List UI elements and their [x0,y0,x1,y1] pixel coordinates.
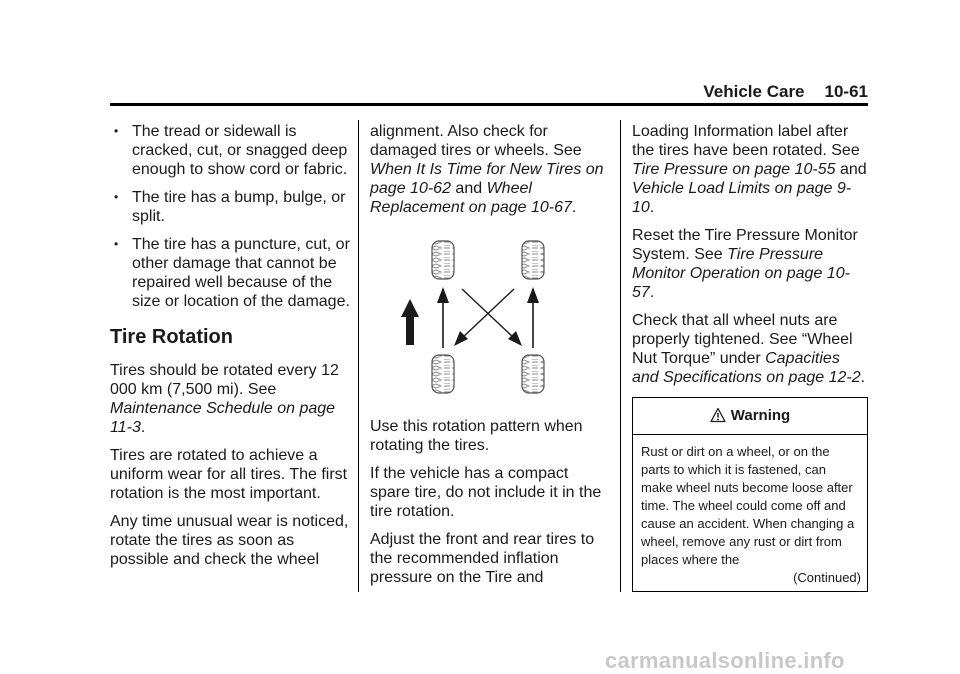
front-left-tire-icon [432,241,454,279]
cross-reference-link[interactable]: Tire Pressure Monitor Operation on page 10-57 [632,246,850,301]
site-watermark: carmanualsonline.info [605,648,845,673]
column-divider [620,120,621,592]
warning-body [633,435,867,591]
column-2 [370,122,610,596]
left-rear-to-front-arrow [437,287,449,348]
cross-reference-link[interactable]: When It Is Time for New Tires on page 10-62 [370,161,604,197]
column-3 [632,122,868,592]
header-rule [110,103,868,106]
paragraph: Tires are rotated to achieve a uniform wear for all tires. The first rotation is the most important. [110,447,348,502]
header-page-number: 10-61 [824,82,868,101]
cross-reference-link[interactable]: Tire Pressure on page 10-55 [632,161,836,178]
front-right-tire-icon [522,241,544,279]
paragraph: alignment. Also check for damaged tires or wheels. See When It Is Time for New Tires on page 10-62 and Wheel Replacement on page 10-67. [370,123,604,216]
bullet-icon: • [114,190,119,204]
warning-box [632,397,868,592]
warning-title: Warning [730,407,791,424]
bullet-icon: • [114,124,119,138]
cross-reference-link[interactable]: Vehicle Load Limits on page 9-10 [632,180,852,216]
paragraph: Loading Information label after the tires have been rotated. See Tire Pressure on page 10-55 and Vehicle Load Limits on page 9-10. [632,123,867,216]
vehicle-front-arrow-icon [401,299,419,345]
paragraph: Adjust the front and rear tires to the recommended inflation pressure on the Tire and [370,531,595,586]
paragraph: Use this rotation pattern when rotating the tires. [370,418,583,454]
continued-label: (Continued) [793,570,861,585]
paragraph: Check that all wheel nuts are properly tightened. See “Wheel Nut Torque” under Capacities and Specifications on page 12-2. [632,312,866,386]
paragraph: Any time unusual wear is noticed, rotate the tires as soon as possible and check the wheel [110,513,349,568]
front-left-to-rear-right-arrow [462,289,522,346]
column-divider [358,120,359,592]
cross-reference-link[interactable]: Wheel Replacement on page 10-67 [370,180,572,216]
header-section-title: Vehicle Care [703,82,805,101]
paragraph: If the vehicle has a compact spare tire, do not include it in the tire rotation. [370,465,602,520]
rear-left-tire-icon [432,355,454,393]
right-rear-to-front-arrow [527,287,539,348]
list-item: • The tire has a puncture, cut, or other damage that cannot be repaired well because of the size or location of the damage. [114,236,350,310]
page-header [110,82,868,102]
front-right-to-rear-left-arrow [454,289,514,346]
cross-reference-link[interactable]: Capacities and Specifications on page 12-2 [632,350,861,386]
bullet-icon: • [114,237,119,251]
rear-right-tire-icon [522,355,544,393]
paragraph: Tires should be rotated every 12 000 km (7,500 mi). See Maintenance Schedule on page 11-3. [110,362,339,436]
warning-header [633,398,867,435]
column-1 [110,122,350,578]
damage-bullet-list [110,122,350,311]
tire-rotation-diagram [370,233,610,403]
section-heading: Tire Rotation [110,326,233,348]
list-item: • The tire has a bump, bulge, or split. [114,189,346,225]
warning-triangle-icon [710,407,726,428]
list-item: • The tread or sidewall is cracked, cut, or snagged deep enough to show cord or fabric. [114,123,348,178]
paragraph: Reset the Tire Pressure Monitor System. See Tire Pressure Monitor Operation on page 10-57. [632,227,858,301]
warning-text: Rust or dirt on a wheel, or on the parts to which it is fastened, can make wheel nuts become loose after time. The wheel could come off and cause an accident. When changing a wheel, remove any rust or dirt from places where the [641,444,855,567]
cross-reference-link[interactable]: Maintenance Schedule on page 11-3 [110,400,336,436]
